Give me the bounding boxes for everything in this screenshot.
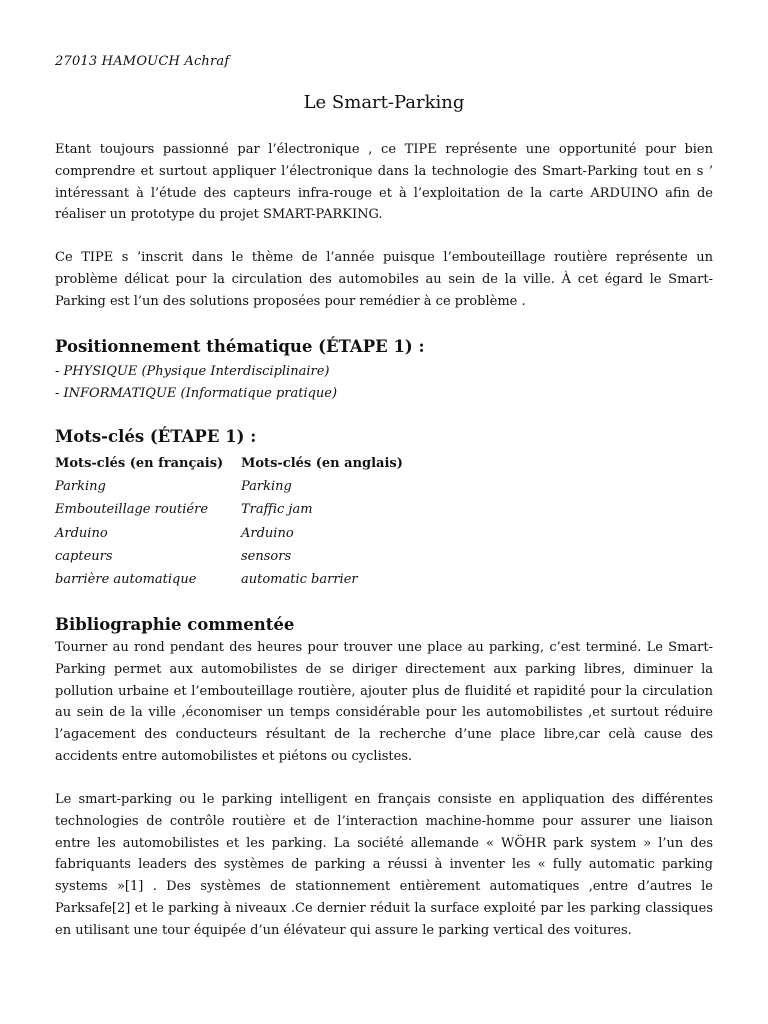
page-title: Le Smart-Parking bbox=[303, 92, 465, 113]
keyword-fr: Parking bbox=[55, 479, 106, 495]
table-row bbox=[55, 475, 403, 498]
keywords-table bbox=[55, 451, 403, 591]
table-row bbox=[55, 498, 403, 521]
positioning-item-informatique: - INFORMATIQUE (Informatique pratique) bbox=[55, 386, 338, 401]
keywords-col-english: Mots-clés (en anglais) bbox=[241, 455, 403, 471]
keyword-en: Arduino bbox=[241, 525, 294, 541]
bibliography-heading: Bibliographie commentée bbox=[55, 615, 295, 634]
keywords-header-row bbox=[55, 451, 403, 475]
bibliography-paragraph-2: Le smart-parking ou le parking intelligent en français consiste en appliquation des différentes technologies de contrôle routière et de l’interaction machine-homme pour assurer une liaison entre les automobilistes et les parking. La société allemande « WÖHR park system » l’un des fabriquants leaders des systèmes de parking a réussi à inventer les « fully automatic parking systems »[1] . Des systèmes de stationnement entièrement automatiques ,entre d’autres le Parksafe[2] et le parking à niveaux .Ce dernier réduit la surface exploité par les parking classiques en utilisant une tour équipée d’un élévateur qui assure le parking vertical des voitures. bbox=[55, 792, 713, 938]
table-row bbox=[55, 568, 403, 591]
positioning-heading: Positionnement thématique (ÉTAPE 1) : bbox=[55, 337, 425, 356]
intro-paragraph-1: Etant toujours passionné par l’électronique , ce TIPE représente une opportunité pour bien comprendre et surtout appliquer l’électronique dans la technologie des Smart-Parking tout en s ’ intéressant à l’étude des capteurs infra-rouge et à l’exploitation de la carte ARDUINO afin de réaliser un prototype du projet SMART-PARKING. bbox=[55, 142, 713, 223]
keyword-en: Traffic jam bbox=[241, 502, 313, 518]
keyword-en: Parking bbox=[241, 479, 292, 495]
positioning-item-physique: - PHYSIQUE (Physique Interdisciplinaire) bbox=[55, 364, 330, 379]
table-row bbox=[55, 522, 403, 545]
keyword-fr: Embouteillage routiére bbox=[55, 502, 209, 518]
keywords-col-french: Mots-clés (en français) bbox=[55, 455, 224, 471]
keyword-fr: barrière automatique bbox=[55, 572, 197, 588]
keyword-fr: capteurs bbox=[55, 549, 113, 565]
table-row bbox=[55, 545, 403, 568]
intro-paragraph-2: Ce TIPE s ’inscrit dans le thème de l’année puisque l’embouteillage routière représente un problème délicat pour la circulation des automobiles au sein de la ville. À cet égard le Smart-Parking est l’un des solutions proposées pour remédier à ce problème . bbox=[55, 250, 713, 309]
keyword-fr: Arduino bbox=[55, 525, 108, 541]
keyword-en: sensors bbox=[241, 549, 292, 565]
keywords-heading: Mots-clés (ÉTAPE 1) : bbox=[55, 427, 257, 446]
positioning-list bbox=[55, 361, 337, 405]
keyword-en: automatic barrier bbox=[241, 572, 358, 588]
bibliography-paragraph-1: Tourner au rond pendant des heures pour trouver une place au parking, c’est terminé. Le Smart-Parking permet aux automobilistes de se diriger directement aux parking libres, diminuer la pollution urbaine et l’embouteillage routière, ajouter plus de fluidité et rapidité pour la circulation au sein de la ville ,économiser un temps considérable pour les automobilistes ,et surtout réduire l’agacement des conducteurs résultant de la recherche d’une place libre,car celà cause des accidents entre automobilistes et piétons ou cyclistes. bbox=[55, 640, 713, 764]
author-line: 27013 HAMOUCH Achraf bbox=[55, 54, 230, 69]
